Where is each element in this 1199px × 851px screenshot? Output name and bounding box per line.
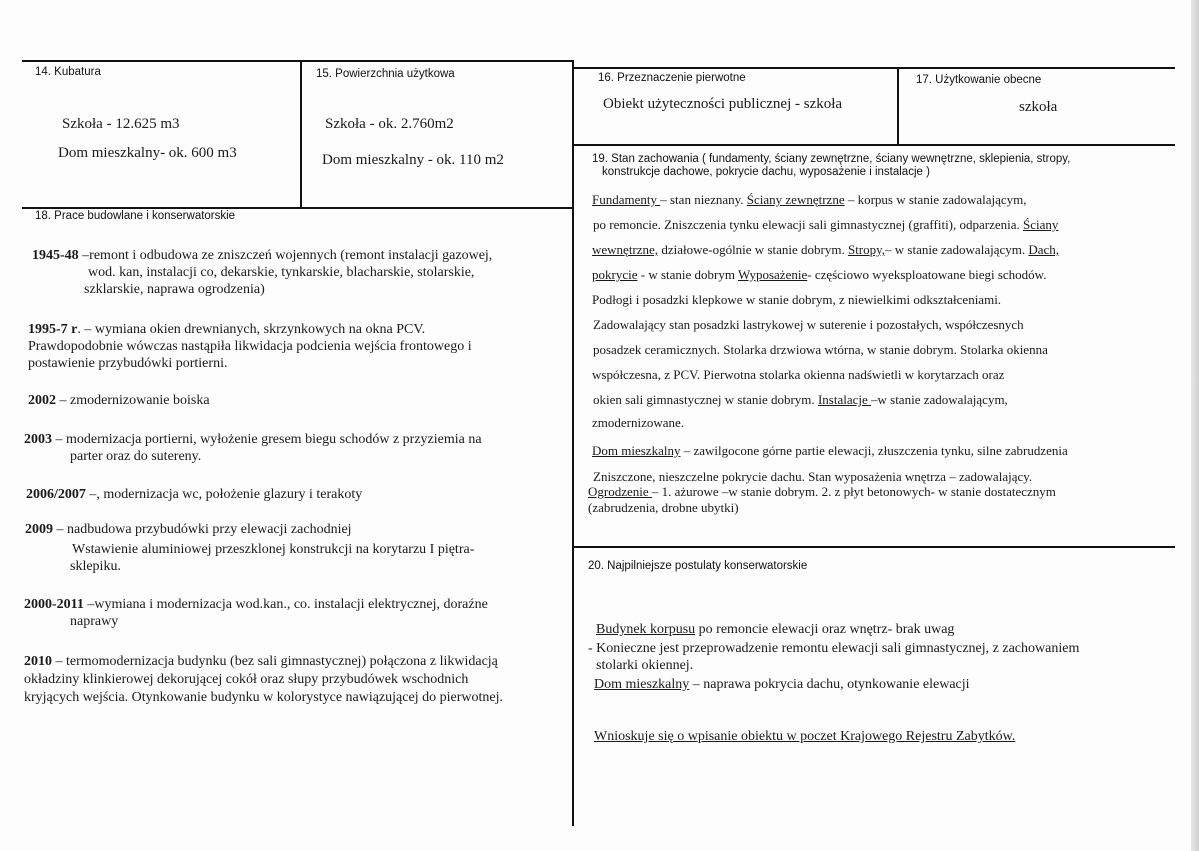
s20-conclusion: Wnioskuje się o wpisanie obiektu w poczet Krajowego Rejestru Zabytków. (594, 729, 1016, 744)
section-15-school-area: Szkoła - ok. 2.760m2 (325, 116, 454, 132)
entry-1995-line3: postawienie przybudówki portierni. (28, 356, 228, 371)
entry-1995-line2: Prawdopodobnie wówczas nastąpiła likwidacja podcienia wejścia frontowego i (28, 339, 472, 354)
s20-postulate-2: - Konieczne jest przeprowadzenie remontu elewacji sali gimnastycznej, z zachowaniem (588, 641, 1080, 656)
section-20-header: 20. Najpilniejsze postulaty konserwatorskie (588, 560, 808, 572)
s19-row-6: Zadowalający stan posadzki lastrykowej w suterenie i pozostałych, współczesnych (593, 317, 1024, 332)
section-19-header-line1: 19. Stan zachowania ( fundamenty, ściany zewnętrzne, ściany wewnętrzne, sklepienia, stropy, (592, 153, 1071, 165)
entry-1945-line2: wod. kan, instalacji co, dekarskie, tynkarskie, blacharskie, stolarskie, (88, 265, 475, 280)
rule-mid-vertical (572, 60, 574, 826)
s19-row-10: zmodernizowane. (592, 415, 685, 430)
rule-under-16-17 (573, 144, 1175, 146)
rule-top-left (22, 60, 572, 62)
s20-postulate-1: Budynek korpusu po remoncie elewacji oraz wnętrz- brak uwag (596, 622, 955, 637)
section-17-header: 17. Użytkowanie obecne (916, 74, 1042, 86)
scan-edge-shadow (1191, 0, 1199, 851)
section-15-house-area: Dom mieszkalny - ok. 110 m2 (322, 152, 504, 168)
s19-row-4: pokrycie - w stanie dobrym Wyposażenie- częściowo wyeksploatowane biegi schodów. (592, 267, 1047, 282)
entry-2009-line1: 2009 – nadbudowa przybudówki przy elewacji zachodniej (25, 522, 352, 537)
entry-2010-line2: okładziny klinkierowej dekorującej cokół oraz słupy przybudówek wschodnich (24, 672, 469, 687)
s19-row-9: okien sali gimnastycznej w stanie dobrym. Instalacje –w stanie zadowalającym, (593, 392, 1008, 407)
s19-row-7: posadzek ceramicznych. Stolarka drzwiowa wtórna, w stanie dobrym. Stolarka okienna (593, 342, 1048, 357)
s19-row-3: wewnętrzne, działowe-ogólnie w stanie dobrym. Stropy,– w stanie zadowalającym. Dach, (592, 242, 1060, 257)
s19-row-11: Dom mieszkalny – zawilgocone górne partie elewacji, złuszczenia tynku, silne zabrudzenia (592, 443, 1068, 458)
entry-1945-line1: 1945-48 –remont i odbudowa ze zniszczeń wojennych (remont instalacji gazowej, (32, 248, 493, 263)
s19-row-8: współczesna, z PCV. Pierwotna stolarka okienna nadświetli w korytarzach oraz (592, 367, 1005, 382)
s19-row-5: Podłogi i posadzki klepkowe w stanie dobrym, z niewielkimi odkształceniami. (592, 292, 1002, 307)
rule-16-17-divider (897, 67, 899, 145)
entry-2000-2011-line1: 2000-2011 –wymiana i modernizacja wod.kan., co. instalacji elektrycznej, doraźne (24, 597, 488, 612)
section-16-header: 16. Przeznaczenie pierwotne (598, 72, 746, 84)
section-16-value: Obiekt użyteczności publicznej - szkoła (603, 96, 843, 112)
entry-2010-line1: 2010 – termomodernizacja budynku (bez sali gimnastycznej) połączona z likwidacją (24, 654, 498, 669)
entry-2006: 2006/2007 –, modernizacja wc, położenie glazury i terakoty (26, 487, 363, 502)
entry-2009-line2: Wstawienie aluminiowej przeszklonej konstrukcji na korytarzu I piętra- (72, 542, 475, 557)
s20-postulate-3: stolarki okiennej. (596, 658, 694, 673)
entry-2002: 2002 – zmodernizowanie boiska (28, 393, 210, 408)
section-14-school-volume: Szkoła - 12.625 m3 (62, 116, 180, 132)
rule-14-15-divider (300, 60, 302, 207)
rule-top-right (573, 67, 1175, 69)
s19-row-1: Fundamenty – stan nieznany. Ściany zewnętrzne – korpus w stanie zadowalającym, (592, 192, 1027, 207)
section-14-header: 14. Kubatura (35, 66, 101, 78)
section-19-header-line2: konstrukcje dachowe, pokrycie dachu, wyposażenie i instalacje ) (602, 166, 930, 178)
section-18-header: 18. Prace budowlane i konserwatorskie (35, 210, 236, 222)
s19-row-12: Zniszczone, nieszczelne pokrycie dachu. Stan wyposażenia wnętrza – zadowalający. (593, 469, 1033, 484)
entry-2003-line1: 2003 – modernizacja portierni, wyłożenie gresem biegu schodów z przyziemia na (24, 432, 482, 447)
entry-1995-line1: 1995-7 r. – wymiana okien drewnianych, skrzynkowych na okna PCV. (28, 322, 426, 337)
entry-2010-line3: kryjących wejścia. Otynkowanie budynku w kolorystyce nawiązującej do pierwotnej. (24, 690, 503, 705)
s20-postulate-4: Dom mieszkalny – naprawa pokrycia dachu, otynkowanie elewacji (594, 677, 970, 692)
rule-under-19 (573, 546, 1175, 548)
section-17-value: szkoła (1019, 99, 1058, 115)
section-15-header: 15. Powierzchnia użytkowa (316, 68, 455, 80)
entry-2009-line3: sklepiku. (70, 559, 121, 574)
section-14-house-volume: Dom mieszkalny- ok. 600 m3 (58, 145, 237, 161)
entry-2000-2011-line2: naprawy (70, 614, 119, 629)
s19-row-13: Ogrodzenie – 1. ażurowe –w stanie dobrym. 2. z płyt betonowych- w stanie dostatecznym (588, 484, 1056, 499)
s19-row-2: po remoncie. Zniszczenia tynku elewacji sali gimnastycznej (graffiti), odparzenia. Ściany (593, 217, 1059, 232)
entry-2003-line2: parter oraz do sutereny. (70, 449, 202, 464)
rule-under-14-15 (22, 207, 572, 209)
s19-row-14: (zabrudzenia, drobne ubytki) (588, 500, 739, 515)
entry-1945-line3: szklarskie, naprawa ogrodzenia) (84, 282, 265, 297)
